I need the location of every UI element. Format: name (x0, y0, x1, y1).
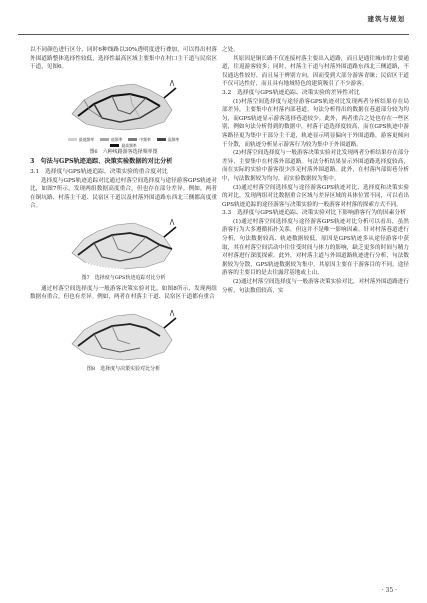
paragraph: (1)村落空间选择度与途径游客GPS轨迹对比发现两者分析结果存在局部差异，主要集中在村落内部巷道。句法分析得出的数据在巷道部分较为均匀，而GPS轨迹显示游客选择巷道较少。此外，两者重合之处也存在一些区别，例如句法分析得到的数据中，村落干道选择度较高，而在GPS轨迹中游客路径更为集中于部分主干道，轨迹显示明显偏向于外围道路，游客更倾向于分散，而轨迹分析显示游客行为较为集中于外围道路。 (222, 98, 409, 148)
subsection-heading-3-1: 3.1 选择度与GPS轨迹追踪、决策实验的重合度对比 (30, 169, 168, 176)
legend-swatch (128, 138, 137, 141)
legend-swatch (110, 144, 119, 147)
figure-7-caption: 图7 选择度与GPS轨迹追踪对比分析 (81, 275, 166, 282)
page-header (0, 0, 427, 40)
village-map-svg (64, 213, 184, 275)
legend-item: 最高频率 (110, 143, 136, 148)
figure-8-caption: 图8 选择度与决策实验对比分析 (86, 365, 161, 372)
paragraph: 之处。 (222, 47, 239, 53)
paragraph: (2)通过村落空间选择度与一般游客决策实验对比，对村落外围道路进行分析，句法数值较高，实 (222, 279, 409, 294)
paragraph: (1)通过村落空间选择度与途径游客GPS轨迹对比分析可以看出，虽然游客行为大多遵循拓扑关系，但这并不是唯一影响因素。针对村落巷道进行分析，句法数据较高、轨迹数据较低，原因是GPS轨迹多从途径游客中获取，其在村落空间活动中往往受时间与体力的影响，缺乏更多的时间与精力对村落进行深度探索。此外，对村落主道与外围道路轨迹进行分析，句法数据较为分散，GPS轨迹数据较为集中，其原因主要在于游客目的不同，途径游客的主要目的是去往露营基地或上山。 (222, 218, 409, 277)
legend-swatch (100, 138, 109, 141)
figure-8-map (64, 304, 184, 366)
paragraph: 其原因是铜长路不仅连接村落主要出入道路，而且是通往城市的主要通道，往返游客较多；同时，村落主干道与村落外围道路东西北三侧道路，不仅通达性较好，而且易于辨别方向，因而受到大部分游客青睐；民宿区干道不仅可达性好，而且具有地域特色的建筑吸引了不少游客。 (222, 55, 409, 88)
figure-8 (64, 304, 184, 374)
legend-item: 中频率 (128, 137, 150, 142)
subsection-heading-3-3: 3.3 选择度与GPS轨迹追踪、决策实验对比下影响游客行为的因素分析 (222, 210, 407, 217)
figure-7 (64, 213, 184, 283)
paragraph: (2)村落空间选择度与一般游客决策实验对比发现两者分析结果存在部分差异，主要集中在村落外部道路。句法分析结果显示外围道路选择度较高，而在实际的实验中游客很少涉足村落外围道路。此外，在村落内部街巷分析中，句法数据较为均匀，而实验数据较为集中。 (222, 150, 409, 182)
figure-7-map (64, 213, 184, 275)
header-rule (18, 34, 409, 35)
legend-item: 低频率 (100, 137, 122, 142)
figure-6-map (64, 74, 184, 136)
paragraph: (3)通过村落空间选择度与途径游客GPS轨迹对比、选择度和决策实验的对比，发现两组对比数据重合区域与差异区域的具体位置不同，可以看出GPS轨迹追踪的途径游客与决策实验的一般游客对村落的探索方式不同。 (222, 184, 409, 208)
subsection-heading-3-2: 3.2 选择度与GPS轨迹追踪、决策实验的差异性对比 (222, 89, 360, 96)
paragraph: 以不同颜色进行区分，同时6种线路以30%透明度进行叠加，可以得出村落外围道路整体选择性较低，选择性最高区域主要集中在村口主干道与民宿区干道，见图6。 (30, 47, 217, 71)
figure-6-legend (64, 137, 184, 148)
legend-swatch (68, 138, 77, 141)
paragraph: 通过村落空间选择度与一般游客决策实验对比，如图8所示，发现两组数据有重合，但也有差异。例如，两者在村落主干道、民宿区干道都有重合 (30, 285, 217, 301)
legend-swatch (157, 138, 166, 141)
page-number: · 35 · (381, 587, 397, 594)
paragraph: 选择度与GPS轨迹追踪对比通过村落空间选择度与途径游客GPS轨迹对比，如图7所示，发现两组数据高度重合，但也存在部分差异。例如，两者在铜坑路、村落主干道、民宿区干道以及村落外围道路东西北三侧都高度重合。 (30, 177, 217, 210)
village-map-svg (64, 304, 184, 366)
village-map-svg (64, 74, 184, 136)
right-column (222, 46, 409, 295)
legend-item: 最低频率 (68, 137, 94, 142)
legend-item: 高频率 (157, 137, 179, 142)
figure-6-caption: 图6 六种线路游客选择频率图 (89, 148, 158, 155)
section-heading-3: 3 句法与GPS轨迹追踪、决策实验数据的对比分析 (30, 158, 173, 166)
journal-section-title: 建筑与规划 (367, 15, 405, 23)
left-column (30, 46, 217, 375)
figure-6 (64, 74, 184, 157)
